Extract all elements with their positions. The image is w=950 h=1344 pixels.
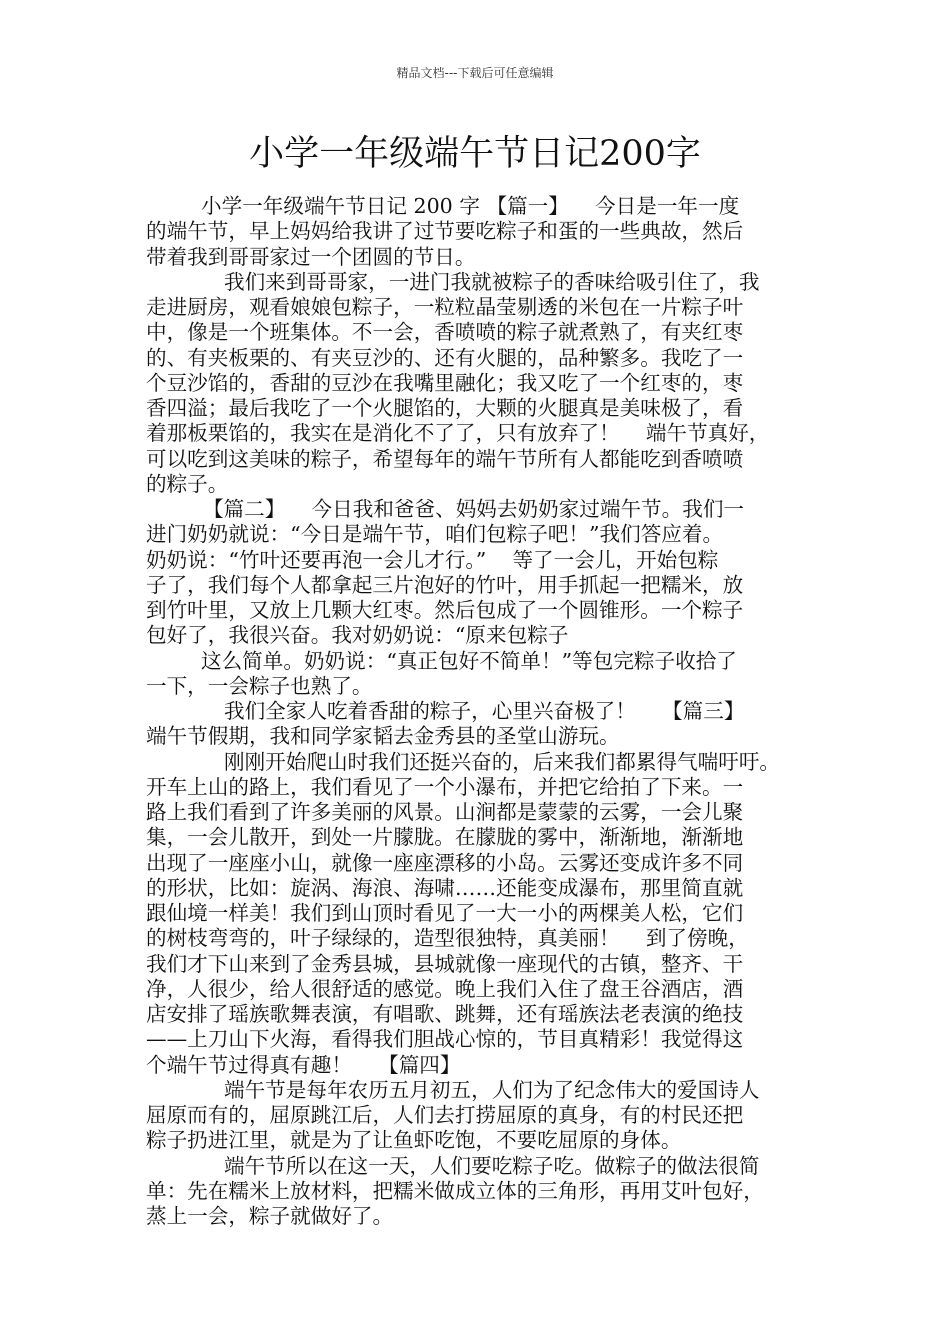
document-body <box>146 194 830 1229</box>
body-line: 店安排了瑶族歌舞表演，有唱歌、跳舞，还有瑶族法老表演的绝技 <box>146 1002 744 1026</box>
body-line: ——上刀山下火海，看得我们胆战心惊的，节目真精彩！我觉得这 <box>146 1027 744 1052</box>
body-line: 屈原而有的，屈原跳江后，人们去打捞屈原的真身，有的村民还把 <box>146 1103 744 1127</box>
body-line: 我们来到哥哥家，一进门我就被粽子的香味给吸引住了，我 <box>224 269 760 294</box>
body-line: 到竹叶里，又放上几颗大红枣。然后包成了一个圆锥形。一个粽子 <box>146 598 744 622</box>
body-line: 【篇二】 今日我和爸爸、妈妈去奶奶家过端午节。我们一 <box>203 497 745 521</box>
body-line: 刚刚开始爬山时我们还挺兴奋的，后来我们都累得气喘吁吁。 <box>224 749 781 774</box>
body-line: 我们全家人吃着香甜的粽子，心里兴奋极了！ 【篇三】 <box>224 699 745 723</box>
body-line: 香四溢；最后我吃了一个火腿馅的，大颗的火腿真是美味极了，看 <box>146 396 744 420</box>
body-line: 的树枝弯弯的，叶子绿绿的，造型很独特，真美丽！ 到了傍晚， <box>146 926 749 951</box>
body-line: 路上我们看到了许多美丽的风景。山涧都是蒙蒙的云雾，一会儿聚 <box>146 800 744 824</box>
body-line: 可以吃到这美味的粽子，希望每年的端午节所有人都能吃到香喷喷 <box>146 446 744 471</box>
body-line: 我们才下山来到了金秀县城，县城就像一座现代的古镇，整齐、干 <box>146 951 744 976</box>
body-line: 子了，我们每个人都拿起三片泡好的竹叶，用手抓起一把糯米，放 <box>146 572 744 597</box>
body-line: 端午节所以在这一天，人们要吃粽子吃。做粽子的做法很简 <box>224 1153 760 1178</box>
body-line: 单：先在糯米上放材料，把糯米做成立体的三角形，再用艾叶包好， <box>146 1178 764 1203</box>
body-line: 的粽子。 <box>146 471 229 496</box>
body-line: 跟仙境一样美！我们到山顶时看见了一大一小的两棵美人松，它们 <box>146 901 744 925</box>
body-line: 着那板栗馅的，我实在是消化不了了，只有放弃了！ 端午节真好， <box>146 421 770 446</box>
body-line: 的端午节，早上妈妈给我讲了过节要吃粽子和蛋的一些典故，然后 <box>146 219 744 244</box>
body-line: 净，人很少，给人很舒适的感觉。晚上我们入住了盘王谷酒店，酒 <box>146 976 744 1001</box>
document-title: 小学一年级端午节日记200字 <box>249 134 701 174</box>
body-line: 蒸上一会，粽子就做好了。 <box>146 1204 394 1228</box>
body-line: 一下，一会粽子也熟了。 <box>146 673 373 698</box>
body-line: 个端午节过得真有趣！ 【篇四】 <box>146 1052 461 1077</box>
page-header: 精品文档---下载后可任意编辑 <box>396 66 554 80</box>
body-line: 出现了一座座小山，就像一座座漂移的小岛。云雾还变成许多不同 <box>146 850 744 875</box>
body-line: 走进厨房，观看娘娘包粽子，一粒粒晶莹剔透的米包在一片粽子叶 <box>146 295 744 319</box>
body-line: 奶奶说：“竹叶还要再泡一会儿才行。” 等了一会儿，开始包粽 <box>146 547 719 572</box>
body-line: 的形状，比如：旋涡、海浪、海啸……还能变成瀑布，那里简直就 <box>146 875 744 900</box>
body-line: 集，一会儿散开，到处一片朦胧。在朦胧的雾中，渐渐地，渐渐地 <box>146 825 744 850</box>
body-line: 开车上山的路上，我们看见了一个小瀑布，并把它给拍了下来。一 <box>146 774 744 799</box>
body-line: 中，像是一个班集体。不一会，香喷喷的粽子就煮熟了，有夹红枣 <box>146 320 744 345</box>
body-line: 的、有夹板栗的、有夹豆沙的、还有火腿的，品种繁多。我吃了一 <box>146 345 744 370</box>
body-line: 这么简单。奶奶说：“真正包好不简单！”等包完粽子收拾了 <box>201 648 737 673</box>
body-line: 粽子扔进江里，就是为了让鱼虾吃饱，不要吃屈原的身体。 <box>146 1128 682 1153</box>
body-line: 端午节假期，我和同学家韬去金秀县的圣堂山游玩。 <box>146 724 620 749</box>
body-line: 端午节是每年农历五月初五，人们为了纪念伟大的爱国诗人 <box>224 1077 760 1102</box>
body-line: 进门奶奶就说：“今日是端午节，咱们包粽子吧！”我们答应着。 <box>146 522 724 547</box>
body-line: 小学一年级端午节日记 200 字 【篇一】 今日是一年一度 <box>201 194 740 218</box>
body-line: 带着我到哥哥家过一个团圆的节日。 <box>146 244 476 269</box>
body-line: 包好了，我很兴奋。我对奶奶说：“原来包粽子 <box>146 623 569 648</box>
body-line: 个豆沙馅的，香甜的豆沙在我嘴里融化；我又吃了一个红枣的，枣 <box>146 370 744 395</box>
